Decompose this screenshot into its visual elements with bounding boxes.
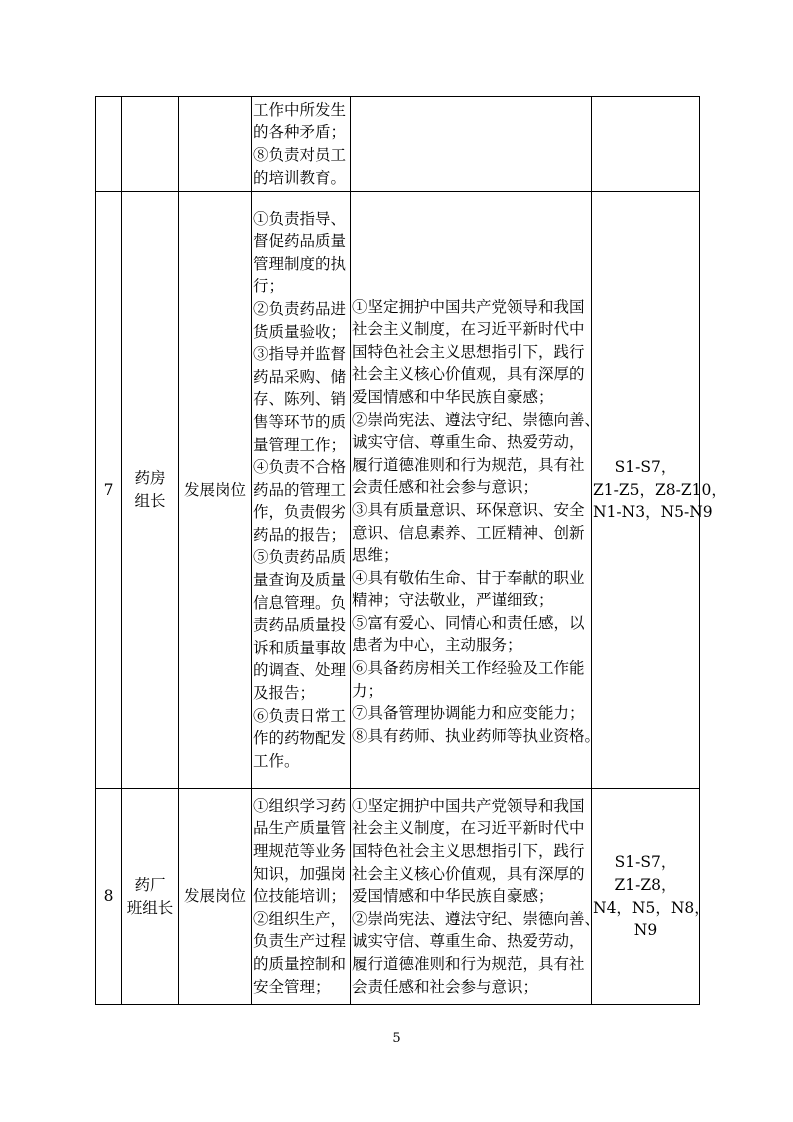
requirement-cell — [351, 97, 592, 192]
cell-text-line: 药房 — [134, 469, 166, 488]
cell-text-line: 诚实守信、尊重生命、热爱劳动， — [352, 932, 585, 951]
cell-text-line: S1-S7， — [614, 853, 677, 872]
cell-text-line: 督促药品质量 — [253, 232, 347, 251]
cell-text-line: 的各种矛盾； — [253, 123, 347, 142]
cell-text-line: 管理制度的执 — [253, 254, 347, 273]
post-requirements-table — [95, 96, 727, 1005]
table-row — [96, 192, 700, 789]
code-cell — [592, 789, 710, 1005]
cell-text-line: 意识、信息素养、工匠精神、创新 — [352, 523, 585, 542]
cell-text-line: 工作。 — [253, 751, 300, 770]
cell-text-line: 工作中所发生 — [253, 100, 347, 119]
cell-text-line: ⑦具备管理协调能力和应变能力； — [352, 704, 585, 723]
cell-text-line: 理规范等业务 — [253, 842, 347, 861]
row-number-cell — [96, 97, 122, 192]
cell-text-line: Z1-Z8， — [614, 875, 677, 894]
cell-text-line: 作，负责假劣 — [253, 503, 347, 522]
cell-text-line: 社会主义制度，在习近平新时代中 — [352, 819, 585, 838]
cell-text-line: N9 — [633, 921, 658, 940]
cell-text-line: 患者为中心，主动服务； — [352, 636, 523, 655]
cell-text-line: ⑥具备药房相关工作经验及工作能 — [352, 659, 585, 678]
cell-text-line: 量查询及质量 — [253, 571, 347, 590]
cell-text-line: 国特色社会主义思想指引下，践行 — [352, 842, 585, 861]
cell-text-line: 社会主义制度，在习近平新时代中 — [352, 320, 585, 339]
cell-text-line: 的培训教育。 — [253, 168, 347, 187]
cell-text-line: Z1-Z5，Z8-Z10， — [593, 480, 727, 499]
post-name-cell — [122, 192, 179, 789]
cell-text-line: ⑧具有药师、执业药师等执业资格。 — [352, 726, 601, 745]
cell-text-line: 履行道德准则和行为规范，具有社 — [352, 954, 585, 973]
cell-text-line: 及报告； — [253, 684, 316, 703]
table-row — [96, 97, 700, 192]
cell-text-line: 药品的报告； — [253, 525, 347, 544]
cell-text-line: ①坚定拥护中国共产党领导和我国 — [352, 297, 585, 316]
cell-text-line: 爱国情感和中华民族自豪感； — [352, 387, 554, 406]
cell-text-line: 履行道德准则和行为规范，具有社 — [352, 455, 585, 474]
cell-text-line: 责药品质量投 — [253, 616, 347, 635]
cell-text-line: 位技能培训； — [253, 887, 347, 906]
cell-text-line: ⑤负责药品质 — [253, 548, 347, 567]
post-name-cell — [122, 97, 179, 192]
cell-text-line: 诚实守信、尊重生命、热爱劳动， — [352, 433, 585, 452]
cell-text-line: ⑧负责对员工 — [253, 146, 347, 164]
cell-text-line: ⑤富有爱心、同情心和责任感，以 — [352, 613, 585, 632]
cell-text-line: ④具有敬佑生命、甘于奉献的职业 — [352, 568, 585, 587]
cell-text-line: 思维； — [352, 546, 399, 565]
cell-text-line: 信息管理。负 — [253, 593, 347, 612]
cell-text-line: 的调查、处理 — [253, 661, 347, 680]
cell-text-line: 社会主义核心价值观，具有深厚的 — [352, 365, 585, 384]
requirement-cell — [351, 789, 601, 1005]
cell-text-line: 量管理工作； — [253, 435, 347, 454]
cell-text-line: 作的药物配发 — [253, 729, 347, 748]
cell-text-line: ④负责不合格 — [253, 458, 347, 477]
duty-cell — [252, 192, 351, 789]
row-number-cell: 8 — [96, 789, 122, 1005]
cell-text-line: 会责任感和社会参与意识； — [352, 478, 539, 497]
code-cell — [592, 192, 727, 789]
post-type-cell: 发展岗位 — [179, 192, 252, 789]
duty-cell — [252, 97, 351, 192]
cell-text-line: ②崇尚宪法、遵法守纪、崇德向善、 — [352, 909, 601, 928]
cell-text-line: ①坚定拥护中国共产党领导和我国 — [352, 796, 585, 815]
cell-text-line: 国特色社会主义思想指引下，践行 — [352, 342, 585, 361]
post-type-cell — [179, 97, 252, 192]
cell-text-line: 行； — [253, 277, 285, 296]
cell-text-line: 安全管理； — [253, 977, 331, 996]
cell-text-line: 药品的管理工 — [253, 480, 347, 499]
cell-text-line: 负责生产过程 — [253, 932, 347, 951]
cell-text-line: 爱国情感和中华民族自豪感； — [352, 887, 554, 906]
cell-text-line: 的质量控制和 — [253, 954, 347, 973]
cell-text-line: ③指导并监督 — [253, 345, 347, 364]
cell-text-line: 精神；守法敬业，严谨细致； — [352, 591, 554, 610]
cell-text-line: 诉和质量事故 — [253, 638, 347, 657]
cell-text-line: 组长 — [134, 492, 166, 510]
cell-text-line: ①负责指导、 — [253, 209, 347, 228]
cell-text-line: 社会主义核心价值观，具有深厚的 — [352, 864, 585, 883]
cell-text-line: ③具有质量意识、环保意识、安全 — [352, 500, 585, 519]
page-number: 5 — [392, 1031, 401, 1046]
cell-text-line: 力； — [352, 681, 384, 700]
post-type-cell: 发展岗位 — [179, 789, 252, 1005]
cell-text-line: ⑥负责日常工 — [253, 706, 347, 725]
cell-text-line: ②负责药品进 — [253, 299, 347, 318]
cell-text-line: 会责任感和社会参与意识； — [352, 977, 539, 996]
code-cell — [592, 97, 700, 192]
cell-text-line: 班组长 — [126, 898, 174, 917]
duty-cell — [252, 789, 351, 1005]
cell-text-line: 品生产质量管 — [253, 819, 347, 838]
cell-text-line: S1-S7， — [614, 458, 677, 477]
cell-text-line: 知识，加强岗 — [253, 864, 347, 883]
cell-text-line: 药厂 — [134, 875, 166, 894]
cell-text-line: 药品采购、储 — [253, 367, 347, 386]
cell-text-line: ②崇尚宪法、遵法守纪、崇德向善、 — [352, 410, 601, 429]
cell-text-line: 存、陈列、销 — [253, 390, 347, 409]
post-name-cell — [122, 789, 179, 1005]
table-row — [96, 789, 700, 1005]
row-number-cell: 7 — [96, 192, 122, 789]
cell-text-line: N4，N5，N8， — [593, 898, 710, 917]
requirement-cell — [351, 192, 601, 789]
cell-text-line: ②组织生产， — [253, 909, 347, 928]
cell-text-line: ①组织学习药 — [253, 796, 347, 815]
cell-text-line: N1-N3，N5-N9 — [593, 503, 713, 522]
cell-text-line: 货质量验收； — [253, 322, 347, 341]
cell-text-line: 售等环节的质 — [253, 412, 347, 431]
